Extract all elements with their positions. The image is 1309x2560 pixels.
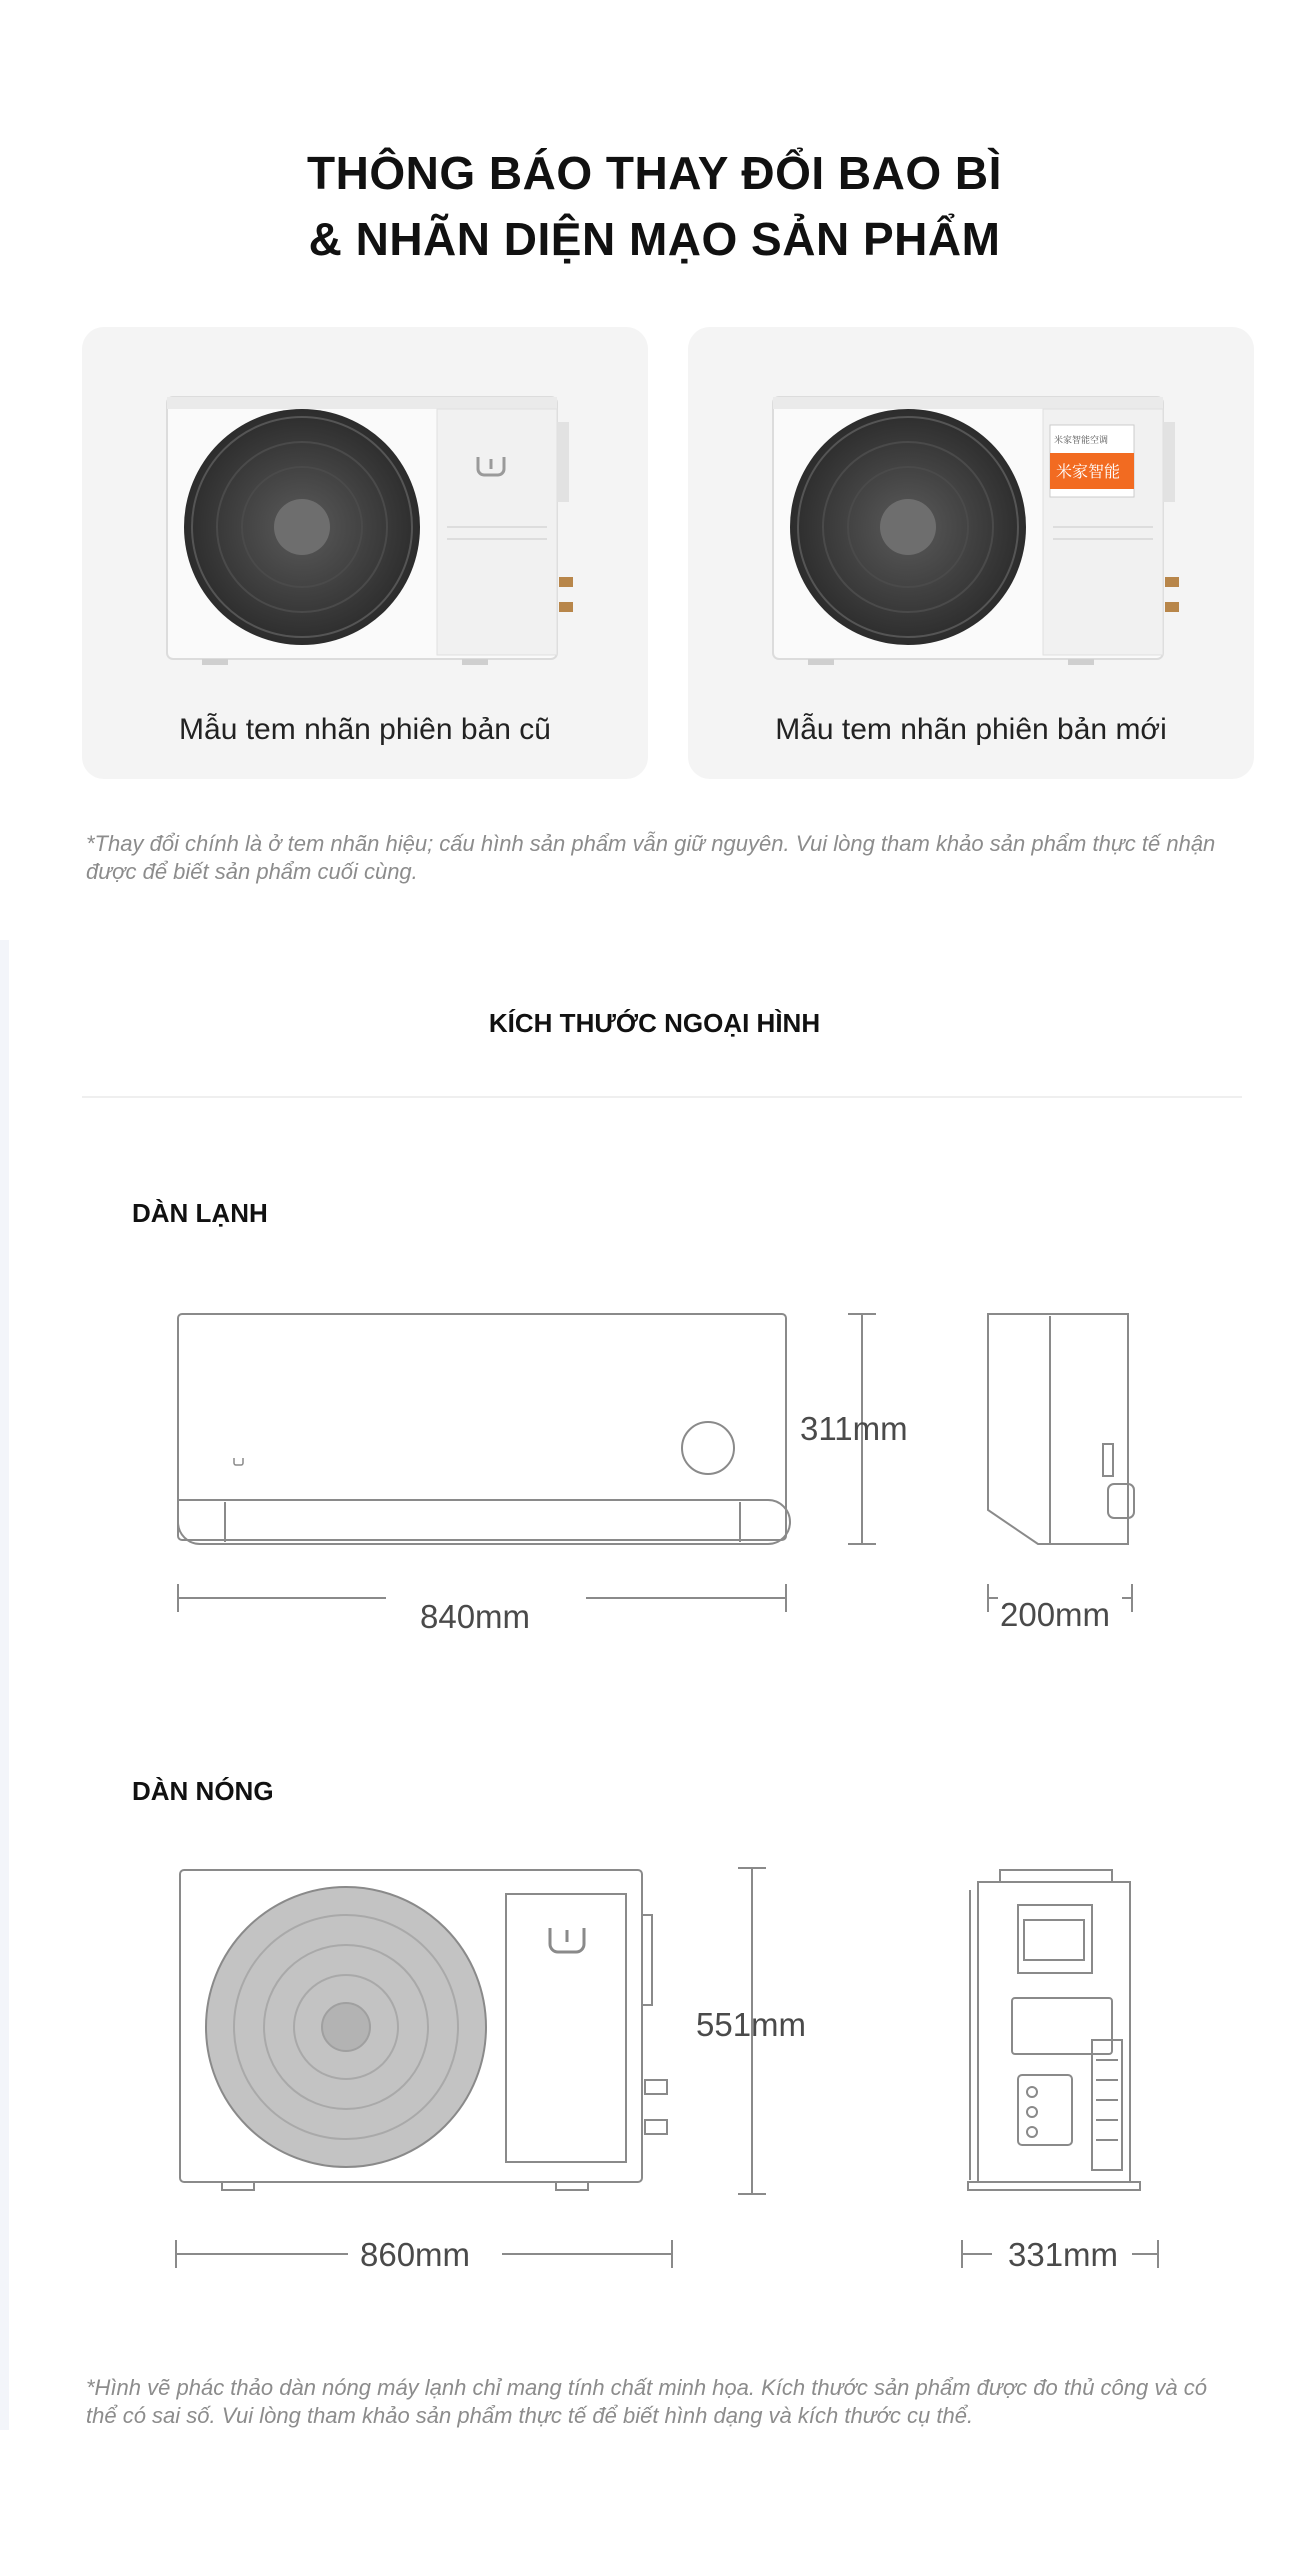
old-label-caption: Mẫu tem nhãn phiên bản cũ [179,713,551,746]
indoor-depth-label: 200mm [1000,1596,1111,1633]
indoor-width-label: 840mm [420,1598,531,1635]
outdoor-unit-heading: DÀN NÓNG [132,1776,274,1806]
outdoor-height-label: 551mm [696,2006,807,2043]
outdoor-fan-sketch [206,1887,486,2167]
indoor-unit-side-sketch [988,1314,1134,1544]
outdoor-width-label: 860mm [360,2236,471,2273]
page-title-line2: & NHÃN DIỆN MẠO SẢN PHẨM [308,213,1001,265]
label-change-note: *Thay đổi chính là ở tem nhãn hiệu; cấu hình sản phẩm vẫn giữ nguyên. Vui lòng tham khảo sản phẩm thực tế nhận được để biết sản phẩm cuối cùng. [86,831,1216,884]
outdoor-depth-label: 331mm [1008,2236,1119,2273]
new-label-caption: Mẫu tem nhãn phiên bản mới [775,713,1167,746]
indoor-unit-heading: DÀN LẠNH [132,1198,268,1228]
outdoor-unit-side-sketch [968,1870,1140,2190]
indoor-unit-front-sketch [178,1314,790,1544]
dimensions-title: KÍCH THƯỚC NGOẠI HÌNH [488,1008,821,1038]
sticker-top-text: 米家智能空调 [1054,436,1109,446]
sticker-text: 米家智能 [1056,462,1121,481]
page-title-line1: THÔNG BÁO THAY ĐỔI BAO BÌ [307,147,1002,199]
indoor-height-label: 311mm [800,1410,908,1447]
sketch-disclaimer-note: *Hình vẽ phác thảo dàn nóng máy lạnh chỉ mang tính chất minh họa. Kích thước sản phẩm được đo thủ công và có thể có sai số. Vui lòng tham khảo sản phẩm thực tế để biết hình dạng và kích thước cụ thể. [86,2375,1207,2428]
